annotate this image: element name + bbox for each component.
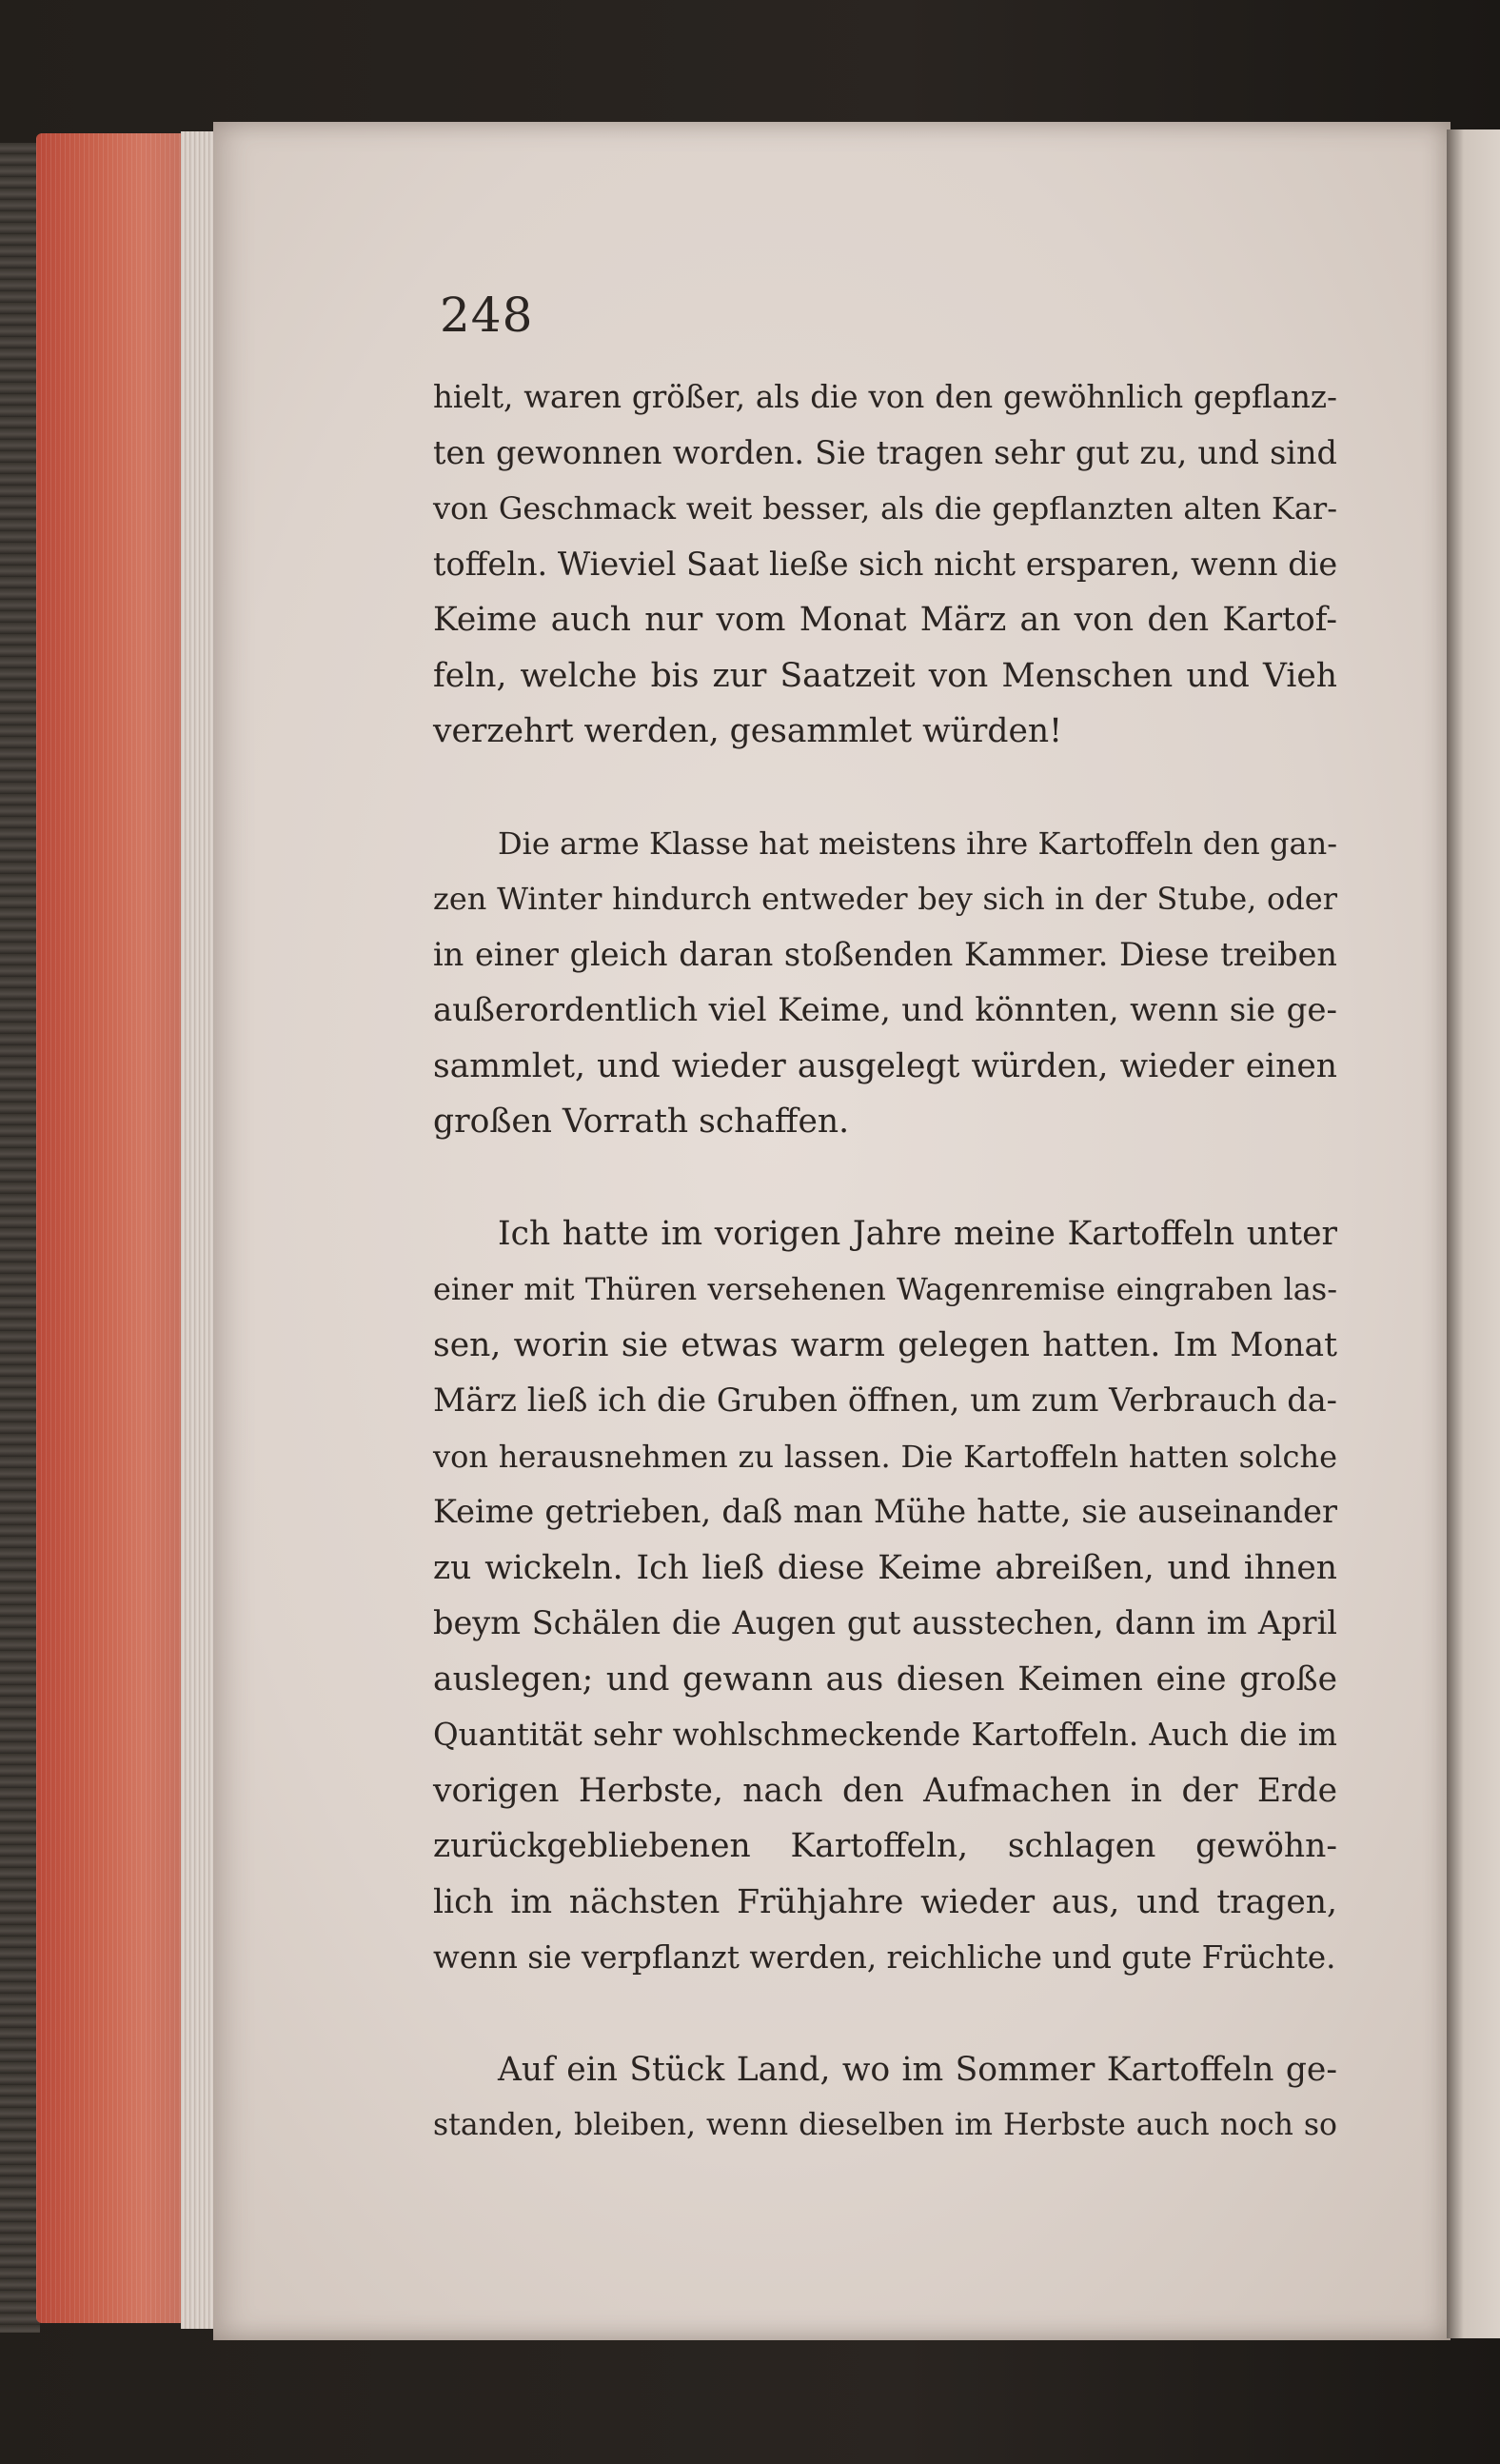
text-line: Keime auch nur vom Monat März an von den Kartof- — [433, 601, 1337, 639]
text-line: auslegen; und gewann aus diesen Keimen eine große — [433, 1659, 1337, 1699]
text-line: verzehrt werden, gesammlet würden! — [433, 712, 1062, 750]
facing-page — [1447, 129, 1500, 2338]
text-line: hielt, waren größer, als die von den gewöhnlich gepflanz- — [433, 379, 1337, 415]
text-line: von Geschmack weit besser, als die gepflanzten alten Kar- — [433, 490, 1337, 527]
text-line: zurückgebliebenen Kartoffeln, schlagen gewöhn- — [433, 1827, 1337, 1865]
text-line: Ich hatte im vorigen Jahre meine Kartoffeln unter — [498, 1214, 1337, 1253]
text-line: toffeln. Wieviel Saat ließe sich nicht ersparen, wenn die — [433, 545, 1338, 583]
body-text — [433, 369, 1337, 2154]
text-line: lich im nächsten Frühjahre wieder aus, und tragen, — [433, 1882, 1337, 1921]
text-line: Die arme Klasse hat meistens ihre Kartoffeln den gan- — [498, 825, 1337, 862]
paragraph-1 — [433, 369, 1337, 760]
text-line: Keime getrieben, daß man Mühe hatte, sie auseinander — [433, 1493, 1337, 1530]
text-line: zen Winter hindurch entweder bey sich in der Stube, oder — [433, 881, 1337, 917]
text-line: einer mit Thüren versehenen Wagenremise eingraben las- — [433, 1271, 1337, 1307]
text-line: großen Vorrath schaffen. — [433, 1103, 850, 1141]
text-line: Auf ein Stück Land, wo im Sommer Kartoffeln ge- — [498, 2050, 1337, 2089]
paragraph-4 — [433, 2042, 1337, 2154]
text-line: standen, bleiben, wenn dieselben im Herbste auch noch so — [433, 2108, 1337, 2142]
paragraph-3 — [433, 1206, 1337, 1986]
page-number: 248 — [440, 288, 534, 343]
text-line: wenn sie verpflanzt werden, reichliche und gute Früchte. — [433, 1939, 1336, 1976]
text-line: vorigen Herbste, nach den Aufmachen in der Erde — [433, 1771, 1337, 1810]
text-line: von herausnehmen zu lassen. Die Kartoffeln hatten solche — [433, 1438, 1337, 1475]
text-line: feln, welche bis zur Saatzeit von Menschen und Vieh — [433, 656, 1337, 695]
paragraph-2 — [433, 816, 1337, 1150]
text-line: beym Schälen die Augen gut ausstechen, dann im April — [433, 1604, 1337, 1641]
book-binding — [0, 143, 40, 2333]
text-line: ten gewonnen worden. Sie tragen sehr gut zu, und sind — [433, 433, 1337, 471]
text-line: außerordentlich viel Keime, und könnten, wenn sie ge- — [433, 991, 1337, 1029]
text-line: zu wickeln. Ich ließ diese Keime abreißen, und ihnen — [433, 1548, 1337, 1587]
text-line: März ließ ich die Gruben öffnen, um zum Verbrauch da- — [433, 1381, 1337, 1419]
text-line: sammlet, und wieder ausgelegt würden, wieder einen — [433, 1046, 1337, 1085]
page-edges — [36, 133, 188, 2323]
text-line: sen, worin sie etwas warm gelegen hatten. Im Monat — [433, 1325, 1337, 1364]
text-line: Quantität sehr wohlschmeckende Kartoffeln. Auch die im — [433, 1717, 1337, 1753]
text-line: in einer gleich daran stoßenden Kammer. Diese treiben — [433, 935, 1337, 973]
